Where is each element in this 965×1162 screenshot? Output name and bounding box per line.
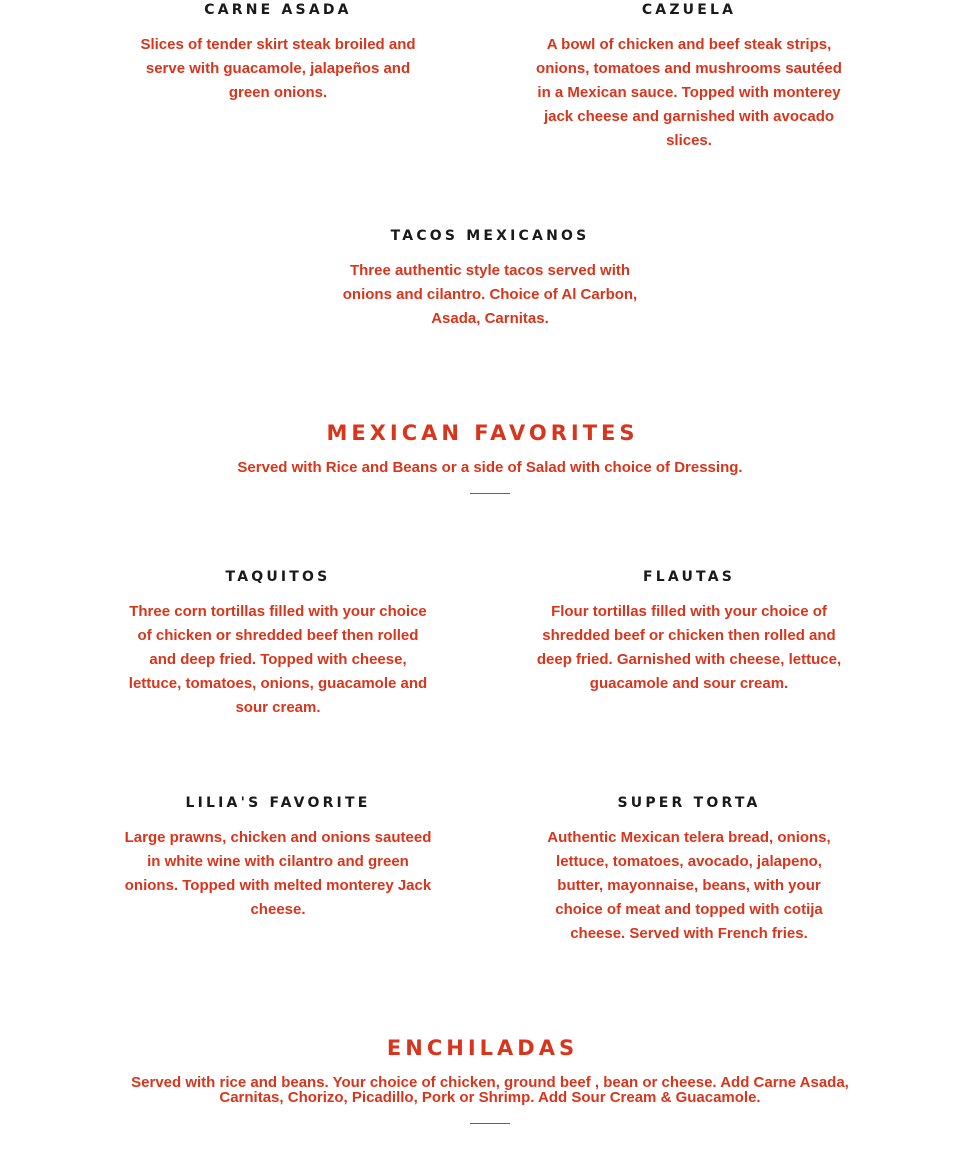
item-description: A bowl of chicken and beef steak strips, onions, tomatoes and mushrooms sautéed in a Mexican sauce. Topped with monterey jack cheese and garnished with avocado slices. <box>536 36 842 149</box>
menu-item-flautas <box>536 567 842 707</box>
menu-item-tacos-mexicanos <box>340 226 640 336</box>
section-divider <box>470 1123 510 1124</box>
section-title-enchiladas: ENCHILADAS <box>386 1036 579 1060</box>
section-subtitle-enchiladas: Served with rice and beans. Your choice of chicken, ground beef , bean or cheese. Add Carne Asada, Carnitas, Chorizo, Picadillo, Pork or Shrimp. Add Sour Cream & Guacamole. <box>131 1074 849 1106</box>
item-description: Authentic Mexican telera bread, onions, lettuce, tomatoes, avocado, jalapeno, butter, mayonnaise, beans, with your choice of meat and topped with cotija cheese. Served with French fries. <box>547 829 831 942</box>
item-title: TACOS MEXICANOS <box>390 228 590 244</box>
menu-item-super-torta <box>540 793 838 953</box>
item-description: Three authentic style tacos served with onions and cilantro. Choice of Al Carbon, Asada, Carnitas. <box>342 262 638 327</box>
section-subtitle-mexican-favorites: Served with Rice and Beans or a side of Salad with choice of Dressing. <box>237 459 743 476</box>
item-description: Three corn tortillas filled with your choice of chicken or shredded beef then rolled and deep fried. Topped with cheese, lettuce, tomatoes, onions, guacamole and sour cream. <box>128 603 428 716</box>
item-description: Slices of tender skirt steak broiled and serve with guacamole, jalapeños and green onions. <box>140 36 416 101</box>
item-title: SUPER TORTA <box>617 795 761 811</box>
menu-item-carne-asada <box>128 0 428 110</box>
item-description: Large prawns, chicken and onions sauteed in white wine with cilantro and green onions. Topped with melted monterey Jack cheese. <box>124 829 432 918</box>
item-title: CARNE ASADA <box>204 2 352 18</box>
item-title: FLAUTAS <box>642 569 736 585</box>
section-title-mexican-favorites: MEXICAN FAVORITES <box>326 421 639 445</box>
section-divider <box>470 493 510 494</box>
item-title: CAZUELA <box>641 2 737 18</box>
menu-item-cazuela <box>536 0 842 160</box>
item-title: LILIA'S FAVORITE <box>185 795 371 811</box>
menu-item-lilias-favorite <box>124 793 432 933</box>
item-title: TAQUITOS <box>225 569 331 585</box>
menu-item-taquitos <box>124 567 432 727</box>
item-description: Flour tortillas filled with your choice of shredded beef or chicken then rolled and deep fried. Garnished with cheese, lettuce, guacamole and sour cream. <box>536 603 842 692</box>
